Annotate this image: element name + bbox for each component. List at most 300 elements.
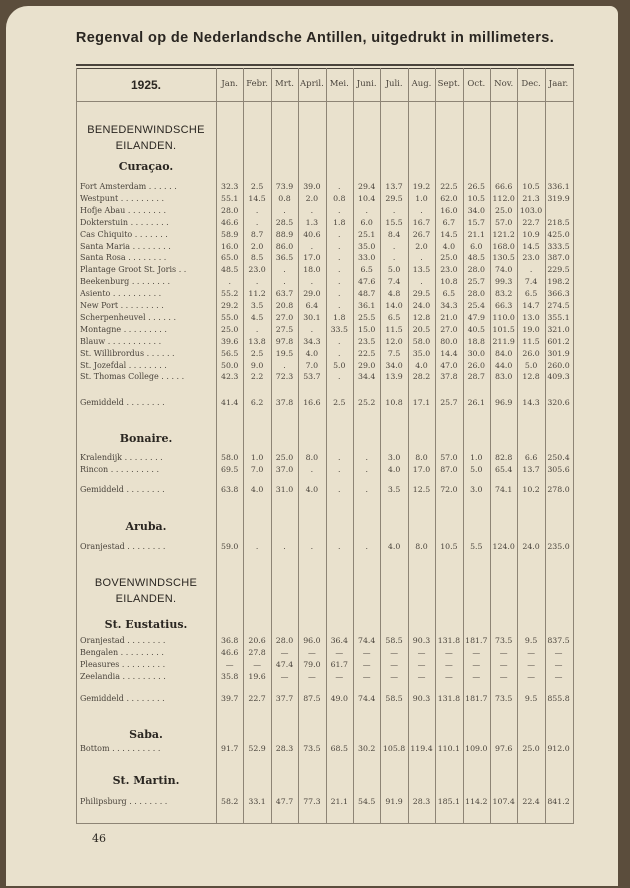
- rainfall-value: 4.0: [387, 464, 401, 474]
- table-row: [0, 672, 630, 683]
- rainfall-value: .: [420, 253, 423, 263]
- rainfall-value: 14.5: [440, 229, 458, 239]
- rainfall-value: 63.8: [221, 485, 239, 494]
- rainfall-value: 73.5: [495, 636, 513, 645]
- rainfall-value: 336.1: [547, 182, 570, 191]
- rainfall-value: 6.5: [524, 289, 538, 299]
- rainfall-value: 32.3: [221, 182, 239, 191]
- rainfall-value: 66.3: [495, 301, 513, 310]
- rainfall-value: —: [554, 647, 563, 657]
- rainfall-value: 40.5: [467, 324, 485, 334]
- rainfall-value: 12.0: [385, 336, 403, 346]
- month-header: Oct.: [467, 79, 486, 89]
- month-header: Jaar.: [548, 79, 569, 89]
- rainfall-value: 168.0: [492, 241, 515, 251]
- rainfall-value: 25.0: [522, 744, 540, 753]
- rainfall-value: 333.5: [547, 241, 570, 251]
- rainfall-value: 25.0: [275, 453, 294, 462]
- rainfall-value: 10.5: [522, 182, 540, 191]
- rainfall-value: 29.5: [385, 193, 403, 203]
- rainfall-value: 425.0: [547, 229, 570, 239]
- rainfall-value: 13.5: [412, 265, 431, 275]
- table-row: [0, 361, 630, 372]
- month-header: Mei.: [329, 79, 349, 89]
- rainfall-value: 10.9: [522, 229, 540, 239]
- rainfall-value: 837.5: [547, 636, 570, 645]
- rainfall-value: .: [338, 253, 341, 263]
- rainfall-value: 46.6: [221, 217, 239, 227]
- rainfall-value: 2.0: [305, 193, 319, 203]
- rainfall-value: .: [420, 277, 423, 287]
- rainfall-value: 1.8: [333, 217, 346, 227]
- rainfall-value: 19.0: [522, 324, 540, 334]
- rainfall-value: 36.5: [275, 253, 294, 263]
- rainfall-value: 6.5: [360, 265, 373, 275]
- rainfall-value: 74.1: [495, 485, 513, 494]
- table-row: [0, 182, 630, 193]
- rainfall-value: —: [472, 659, 481, 669]
- rainfall-value: 99.3: [495, 277, 513, 287]
- rainfall-value: 37.7: [275, 694, 294, 703]
- rainfall-value: .: [255, 542, 259, 551]
- table-row: [0, 660, 630, 671]
- rainfall-value: 46.6: [221, 647, 239, 657]
- island-heading: St. Martin.: [112, 774, 180, 787]
- rainfall-value: 198.2: [547, 277, 570, 287]
- rainfall-value: 4.0: [305, 485, 319, 494]
- rainfall-value: 101.5: [492, 324, 515, 334]
- table-row: [0, 194, 630, 205]
- rainfall-value: 103.0: [519, 205, 543, 215]
- rainfall-value: 57.0: [440, 453, 458, 462]
- rainfall-value: —: [362, 647, 371, 657]
- rainfall-value: 34.3: [303, 336, 321, 346]
- rainfall-value: —: [390, 659, 398, 669]
- rainfall-value: —: [417, 647, 426, 657]
- rainfall-value: 13.7: [385, 182, 403, 191]
- rainfall-value: —: [362, 659, 371, 669]
- rainfall-value: 47.6: [358, 277, 376, 287]
- rainfall-value: 20.8: [275, 301, 294, 310]
- station-name: Bengalen . . . . . . . . .: [80, 647, 164, 657]
- rainfall-value: .: [365, 453, 368, 462]
- rainfall-value: 15.7: [467, 217, 485, 227]
- rainfall-value: .: [338, 542, 341, 551]
- rainfall-value: 131.8: [437, 694, 461, 703]
- rainfall-value: .: [283, 360, 286, 370]
- rainfall-value: 7.0: [250, 464, 264, 474]
- rainfall-value: 25.0: [495, 205, 513, 215]
- rainfall-value: 131.8: [437, 636, 461, 645]
- rainfall-value: 2.0: [250, 241, 264, 251]
- rainfall-value: 63.7: [275, 289, 294, 299]
- rainfall-value: 36.4: [330, 636, 348, 645]
- rainfall-value: 4.5: [250, 312, 264, 322]
- rainfall-value: 14.3: [522, 398, 540, 407]
- region-heading-line: EILANDEN.: [115, 140, 177, 152]
- rainfall-value: 29.4: [358, 182, 376, 191]
- rainfall-value: 114.2: [465, 797, 488, 806]
- rainfall-value: 409.3: [547, 372, 570, 382]
- rainfall-value: 41.4: [221, 398, 239, 407]
- table-row: [0, 337, 630, 348]
- rainfall-value: 48.5: [467, 253, 485, 263]
- station-name: Oranjestad . . . . . . . .: [80, 542, 166, 551]
- rainfall-value: 21.1: [467, 229, 485, 239]
- rainfall-value: 5.0: [387, 265, 401, 275]
- rainfall-value: 79.0: [303, 659, 321, 669]
- rainfall-value: 105.8: [382, 744, 406, 753]
- rainfall-value: .: [283, 205, 286, 215]
- rainfall-value: .: [310, 324, 314, 334]
- rainfall-value: 130.5: [492, 253, 515, 263]
- station-name: Gemiddeld . . . . . . . .: [80, 694, 165, 703]
- rainfall-value: .: [338, 241, 341, 251]
- region-heading: [76, 122, 216, 154]
- rainfall-value: .: [338, 277, 341, 287]
- table-row: [0, 265, 630, 276]
- rainfall-value: 47.4: [275, 659, 294, 669]
- header-rule: [76, 64, 574, 66]
- rainfall-value: 33.1: [248, 797, 266, 806]
- station-name: Fort Amsterdam . . . . . .: [80, 182, 177, 191]
- table-row: [0, 242, 630, 253]
- rainfall-value: 26.5: [467, 182, 485, 191]
- rainfall-value: 181.7: [465, 636, 488, 645]
- rainfall-value: 17.0: [303, 253, 321, 263]
- rainfall-value: .: [338, 265, 341, 275]
- rainfall-value: 24.0: [412, 301, 431, 310]
- station-name: Santa Rosa . . . . . . . .: [80, 253, 167, 263]
- rainfall-value: 3.5: [387, 485, 401, 494]
- rainfall-value: 31.0: [275, 485, 294, 494]
- rainfall-value: 355.1: [547, 312, 570, 322]
- rainfall-value: 22.7: [248, 694, 266, 703]
- rainfall-value: 40.6: [303, 229, 321, 239]
- rainfall-value: 8.4: [387, 229, 401, 239]
- rainfall-value: 9.5: [524, 636, 538, 645]
- rainfall-value: 58.2: [221, 797, 239, 806]
- rainfall-value: .: [338, 205, 341, 215]
- average-row: [0, 398, 630, 409]
- rainfall-value: 73.9: [275, 182, 294, 191]
- rainfall-value: —: [225, 659, 234, 669]
- rainfall-value: .: [310, 241, 314, 251]
- rainfall-value: 50.0: [221, 360, 239, 370]
- rainfall-value: 260.0: [547, 360, 570, 370]
- rainfall-value: 18.0: [303, 265, 321, 275]
- station-name: St. Thomas College . . . . .: [80, 372, 185, 382]
- rainfall-value: 8.0: [305, 453, 319, 462]
- rainfall-value: —: [499, 647, 508, 657]
- month-header: Mrt.: [275, 79, 294, 89]
- rainfall-value: 33.5: [330, 324, 348, 334]
- rainfall-value: .: [310, 205, 314, 215]
- rainfall-value: 16.0: [440, 205, 458, 215]
- rainfall-value: —: [499, 659, 508, 669]
- rainfall-value: 229.5: [547, 265, 570, 275]
- rainfall-value: 10.8: [440, 277, 458, 287]
- rainfall-value: 4.0: [250, 485, 264, 494]
- station-name: Blauw . . . . . . . . . . .: [80, 336, 162, 346]
- rainfall-value: .: [338, 348, 341, 358]
- rainfall-value: 61.7: [330, 659, 348, 669]
- rainfall-value: 181.7: [465, 694, 488, 703]
- table-row: [0, 277, 630, 288]
- rainfall-value: 28.5: [275, 217, 294, 227]
- rainfall-value: 26.0: [467, 360, 485, 370]
- rainfall-value: 3.0: [470, 485, 483, 494]
- rainfall-value: 24.0: [522, 542, 540, 551]
- rainfall-value: 68.5: [330, 744, 348, 753]
- month-header: Febr.: [246, 79, 268, 89]
- rainfall-value: 29.0: [358, 360, 376, 370]
- rainfall-value: 19.6: [248, 671, 266, 681]
- rainfall-value: —: [444, 671, 453, 681]
- rainfall-value: 23.5: [358, 336, 376, 346]
- rainfall-value: 36.8: [221, 636, 239, 645]
- rainfall-value: 80.0: [440, 336, 458, 346]
- station-name: Beekenburg . . . . . . . .: [80, 277, 170, 287]
- rainfall-value: 10.8: [385, 398, 403, 407]
- rainfall-value: 14.5: [522, 241, 540, 251]
- rainfall-value: 7.4: [387, 277, 401, 287]
- table-row: [0, 372, 630, 383]
- rainfall-value: 19.5: [275, 348, 294, 358]
- rainfall-value: .: [338, 453, 341, 462]
- rainfall-value: 9.0: [250, 360, 264, 370]
- rainfall-value: 387.0: [547, 253, 570, 263]
- rainfall-value: —: [280, 647, 289, 657]
- month-header: Nov.: [494, 79, 514, 89]
- rainfall-value: 47.0: [440, 360, 458, 370]
- rainfall-value: 3.5: [250, 301, 264, 310]
- rainfall-value: 35.0: [412, 348, 431, 358]
- station-name: Westpunt . . . . . . . . .: [80, 193, 165, 203]
- rainfall-value: 601.2: [547, 336, 570, 346]
- island-heading: Aruba.: [125, 520, 167, 533]
- rainfall-value: 59.0: [221, 542, 239, 551]
- month-header: Jan.: [221, 79, 239, 89]
- rainfall-value: .: [365, 464, 368, 474]
- rainfall-value: —: [390, 671, 398, 681]
- rainfall-value: 121.2: [492, 229, 515, 239]
- rainfall-value: 17.0: [412, 464, 431, 474]
- rainfall-value: 47.7: [275, 797, 294, 806]
- station-name: Montagne . . . . . . . . .: [80, 324, 167, 334]
- station-name: Santa Maria . . . . . . . .: [80, 241, 171, 251]
- rainfall-value: 35.8: [221, 671, 239, 681]
- rainfall-value: 16.7: [412, 217, 431, 227]
- rainfall-value: 84.0: [495, 348, 513, 358]
- rainfall-value: 6.4: [305, 301, 319, 310]
- rainfall-value: 27.8: [248, 647, 266, 657]
- rainfall-value: 2.5: [333, 398, 346, 407]
- rainfall-value: 14.5: [248, 193, 266, 203]
- rainfall-value: 8.5: [250, 253, 264, 263]
- rainfall-value: 26.0: [522, 348, 540, 358]
- rainfall-value: .: [310, 464, 314, 474]
- rainfall-value: 8.0: [415, 542, 428, 551]
- rainfall-value: —: [335, 671, 344, 681]
- rainfall-value: .: [529, 265, 533, 275]
- rainfall-value: 7.0: [305, 360, 319, 370]
- island-heading: Bonaire.: [119, 432, 173, 445]
- rainfall-value: 912.0: [547, 744, 570, 753]
- rainfall-value: 21.3: [522, 193, 540, 203]
- rainfall-value: 2.0: [415, 241, 428, 251]
- station-name: Kralendijk . . . . . . . .: [80, 453, 163, 462]
- station-name: Hofje Abau . . . . . . . .: [80, 205, 167, 215]
- rainfall-value: 65.4: [495, 464, 513, 474]
- rainfall-value: 30.1: [303, 312, 321, 322]
- rainfall-value: 25.2: [358, 398, 376, 407]
- rainfall-value: —: [417, 671, 426, 681]
- rainfall-value: 6.5: [442, 289, 456, 299]
- rainfall-value: .: [310, 277, 314, 287]
- rainfall-value: 83.2: [495, 289, 513, 299]
- rainfall-value: 37.8: [275, 398, 294, 407]
- rainfall-value: 91.9: [385, 797, 403, 806]
- station-name: Plantage Groot St. Joris . .: [80, 265, 187, 275]
- rainfall-value: .: [255, 217, 259, 227]
- month-header: April.: [299, 79, 324, 89]
- rainfall-value: 4.0: [442, 241, 456, 251]
- rainfall-value: 55.2: [221, 289, 239, 299]
- rainfall-value: .: [338, 464, 341, 474]
- rainfall-value: 22.5: [440, 182, 458, 191]
- station-name: Oranjestad . . . . . . . .: [80, 636, 166, 645]
- rainfall-value: —: [280, 671, 289, 681]
- rainfall-value: 110.1: [437, 744, 461, 753]
- rainfall-value: 6.6: [524, 453, 538, 462]
- rainfall-value: 6.0: [360, 217, 373, 227]
- rainfall-value: —: [335, 647, 344, 657]
- rainfall-value: 72.0: [440, 485, 458, 494]
- rainfall-value: 12.8: [412, 312, 431, 322]
- region-heading-line: BENEDENWINDSCHE: [87, 124, 205, 136]
- rainfall-value: 28.0: [467, 265, 485, 275]
- rainfall-value: 2.2: [250, 372, 264, 382]
- rainfall-value: .: [392, 205, 396, 215]
- rainfall-value: 18.8: [467, 336, 485, 346]
- rainfall-value: —: [253, 659, 261, 669]
- rainfall-value: 855.8: [547, 694, 570, 703]
- rainfall-value: 96.9: [495, 398, 513, 407]
- rainfall-value: 4.8: [387, 289, 401, 299]
- rainfall-value: .: [283, 542, 286, 551]
- rainfall-value: 5.0: [333, 360, 346, 370]
- rainfall-value: 25.0: [221, 324, 239, 334]
- table-row: [0, 453, 630, 464]
- rainfall-value: 37.0: [275, 464, 294, 474]
- rainfall-value: 52.9: [248, 744, 266, 753]
- rainfall-value: 10.5: [467, 193, 485, 203]
- rainfall-value: 57.0: [495, 217, 513, 227]
- rainfall-value: 112.0: [492, 193, 515, 203]
- rainfall-value: 278.0: [547, 485, 570, 494]
- rainfall-value: —: [390, 647, 398, 657]
- region-heading-line: BOVENWINDSCHE: [94, 577, 198, 589]
- rainfall-value: 42.3: [221, 372, 239, 382]
- rainfall-value: 65.0: [221, 253, 239, 263]
- rainfall-value: 87.0: [440, 464, 458, 474]
- rainfall-value: 319.9: [547, 193, 570, 203]
- rainfall-value: 86.0: [275, 241, 294, 251]
- station-name: Pleasures . . . . . . . . .: [80, 659, 166, 669]
- rainfall-value: 35.0: [358, 241, 376, 251]
- rainfall-value: 16.6: [303, 398, 321, 407]
- rainfall-value: 17.1: [412, 398, 431, 407]
- rainfall-value: 235.0: [547, 542, 570, 551]
- station-name: St. Jozefdal . . . . . . . .: [80, 360, 167, 370]
- station-name: Dokterstuin . . . . . . . .: [80, 217, 169, 227]
- rainfall-value: 211.9: [492, 336, 515, 346]
- rainfall-value: 301.9: [547, 348, 570, 358]
- rainfall-value: —: [527, 659, 535, 669]
- rainfall-value: 39.0: [303, 182, 321, 191]
- month-header: Dec.: [521, 79, 541, 89]
- table-row: [0, 648, 630, 659]
- rainfall-value: 33.0: [358, 253, 376, 263]
- rainfall-value: 27.0: [275, 312, 294, 322]
- rainfall-value: 28.3: [412, 797, 431, 806]
- rainfall-value: 14.0: [385, 301, 403, 310]
- rainfall-value: 44.0: [495, 360, 513, 370]
- rainfall-value: 11.2: [248, 289, 266, 299]
- rainfall-value: —: [499, 671, 508, 681]
- rainfall-value: 74.4: [358, 636, 376, 645]
- rainfall-value: 12.8: [522, 372, 540, 382]
- rainfall-value: 0.8: [333, 193, 346, 203]
- table-row: [0, 797, 630, 808]
- rainfall-value: 14.4: [440, 348, 458, 358]
- rainfall-value: 97.6: [495, 744, 513, 753]
- rainfall-value: 28.7: [467, 372, 485, 382]
- rainfall-value: 274.5: [547, 301, 570, 310]
- rainfall-value: 96.0: [303, 636, 321, 645]
- rainfall-value: 13.9: [385, 372, 403, 382]
- rainfall-value: 26.1: [467, 398, 485, 407]
- rainfall-value: 34.0: [467, 205, 485, 215]
- rainfall-value: 23.0: [522, 253, 540, 263]
- rainfall-value: —: [554, 659, 563, 669]
- region-heading-line: EILANDEN.: [115, 593, 177, 605]
- rainfall-value: 305.6: [547, 464, 570, 474]
- rainfall-value: 10.2: [522, 485, 540, 494]
- rainfall-value: .: [255, 324, 259, 334]
- rainfall-value: 90.3: [412, 694, 431, 703]
- page-number: 46: [92, 832, 106, 845]
- rainfall-value: 74.0: [495, 265, 513, 275]
- rainfall-value: 27.5: [275, 324, 294, 334]
- rainfall-value: 56.5: [221, 348, 239, 358]
- rainfall-value: 185.1: [437, 797, 461, 806]
- rainfall-value: 54.5: [358, 797, 376, 806]
- table-row: [0, 289, 630, 300]
- rainfall-value: 3.0: [387, 453, 401, 462]
- rainfall-value: —: [362, 671, 371, 681]
- average-row: [0, 694, 630, 705]
- rainfall-value: 14.7: [522, 301, 540, 310]
- rainfall-value: —: [307, 647, 316, 657]
- rainfall-value: 82.8: [495, 453, 513, 462]
- rainfall-value: 321.0: [547, 324, 570, 334]
- rainfall-value: —: [444, 647, 453, 657]
- rainfall-value: .: [283, 277, 286, 287]
- rainfall-value: 1.3: [305, 217, 319, 227]
- rainfall-value: 5.0: [470, 464, 483, 474]
